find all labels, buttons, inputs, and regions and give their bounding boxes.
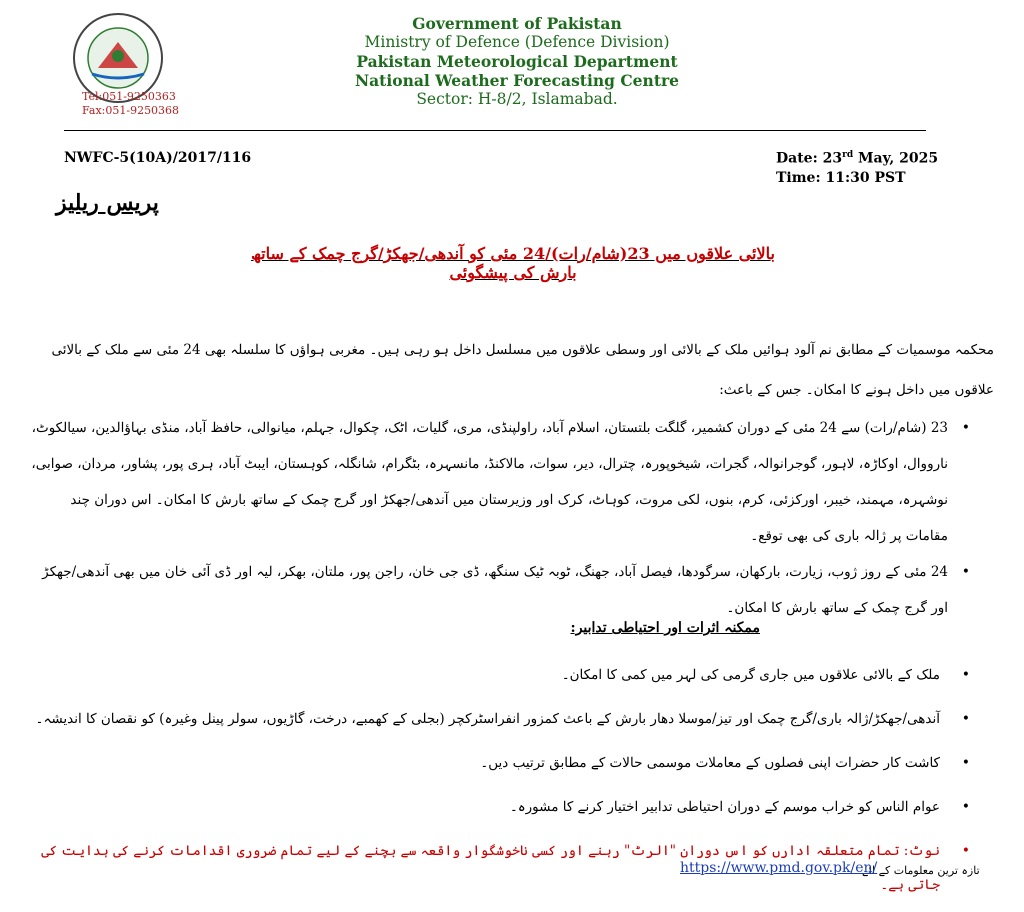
tel-number: Tel:051-9250363	[82, 90, 176, 103]
effects-heading: ممکنہ اثرات اور احتیاطی تدابیر:	[570, 620, 760, 636]
contact-info	[82, 90, 179, 118]
date-time-block	[776, 146, 938, 188]
department-title: Pakistan Meteorological Department	[356, 52, 678, 71]
address: Sector: H-8/2, Islamabad.	[416, 90, 618, 108]
press-release-title: پریس ریلیز	[56, 190, 159, 216]
header-divider	[64, 130, 926, 131]
list-item: • آندھی/جھکڑ/ژالہ باری/گرج چمک اور تیز/موسلا دھار بارش کے باعث کمزور انفراسٹرکچر (بجلی کے کھمبے، درخت، گاڑیوں، سولر پینل وغیرہ) کو نقصان کا اندیشہ۔	[35, 711, 970, 727]
ministry-title: Ministry of Defence (Defence Division)	[364, 33, 670, 51]
list-item: • کاشت کار حضرات اپنی فصلوں کے معاملات موسمی حالات کے مطابق ترتیب دیں۔	[480, 755, 970, 771]
letterhead	[262, 14, 772, 109]
list-item: • ملک کے بالائی علاقوں میں جاری گرمی کی لہر میں کمی کا امکان۔	[561, 667, 970, 683]
forecast-list	[30, 410, 970, 626]
fax-number: Fax:051-9250368	[82, 104, 180, 117]
release-time: Time: 11:30 PST	[776, 169, 906, 186]
intro-paragraph: محکمہ موسمیات کے مطابق نم آلود ہوائیں ملک کے بالائی اور وسطی علاقوں میں مسلسل داخل ہو رہی ہیں۔ مغربی ہواؤں کا سلسلہ بھی 24 مئی سے ملک کے بالائی علاقوں میں داخل ہونے کا امکان۔ جس کے باعث:	[51, 342, 994, 398]
list-item: • 23 (شام/رات) سے 24 مئی کے دوران کشمیر، گلگت بلتستان، اسلام آباد، راولپنڈی، مری، گلیات، اٹک، چکوال، جہلم، میانوالی، حافظ آباد، منڈی بہاؤالدین، سیالکوٹ، نارووال، اوکاڑہ، لاہور، گوجرانوالہ، گجرات، شیخوپورہ، چترال، دیر، سوات، مالاکنڈ، مانسہرہ، بٹگرام، شانگلہ، کوہستان، ایبٹ آباد، ہری پور، پشاور، مردان، صوابی، نوشہرہ، مہمند، خیبر، اورکزئی، کرم، بنوں، لکی مروت، کوہاٹ، کرک اور وزیرستان میں آندھی/جھکڑ اور گرج چمک کے ساتھ بارش کا امکان۔ اس دوران چند مقامات پر ژالہ باری کی بھی توقع۔	[31, 420, 970, 544]
alert-note: • نوٹ: تمام متعلقہ ادارں کو اس دوران "الرٹ" رہنے اور کسی ناخوشگوار واقعہ سے بچنے کے لیے تمام ضروری اقدامات کرنے کی ہدایت کی جاتی ہے۔	[41, 843, 970, 893]
government-title: Government of Pakistan	[412, 14, 622, 33]
footer-label: تازہ ترین معلومات کے لئے	[862, 864, 980, 877]
headline: بالائی علاقوں میں 23(شام/رات)/24 مئی کو آندھی/جھکڑ/گرج چمک کے ساتھ بارش کی پیشگوئی	[251, 244, 775, 282]
list-item: • 24 مئی کے روز ژوب، زیارت، بارکھان، سرگودھا، فیصل آباد، جھنگ، ٹوبہ ٹیک سنگھ، ڈی جی خان، راجن پور، ملتان، بھکر، لیہ اور ڈی آئی خان میں بھی آندھی/جھکڑ اور گرج چمک کے ساتھ بارش کا امکان۔	[42, 564, 970, 616]
list-item: • عوام الناس کو خراب موسم کے دوران احتیاطی تدابیر اختیار کرنے کا مشورہ۔	[509, 799, 970, 815]
release-date: Date: 23rd May, 2025	[776, 150, 939, 167]
pmd-website-link[interactable]: https://www.pmd.gov.pk/en/	[680, 860, 878, 876]
centre-title: National Weather Forecasting Centre	[354, 71, 680, 90]
reference-number: NWFC-5(10A)/2017/116	[64, 150, 252, 166]
